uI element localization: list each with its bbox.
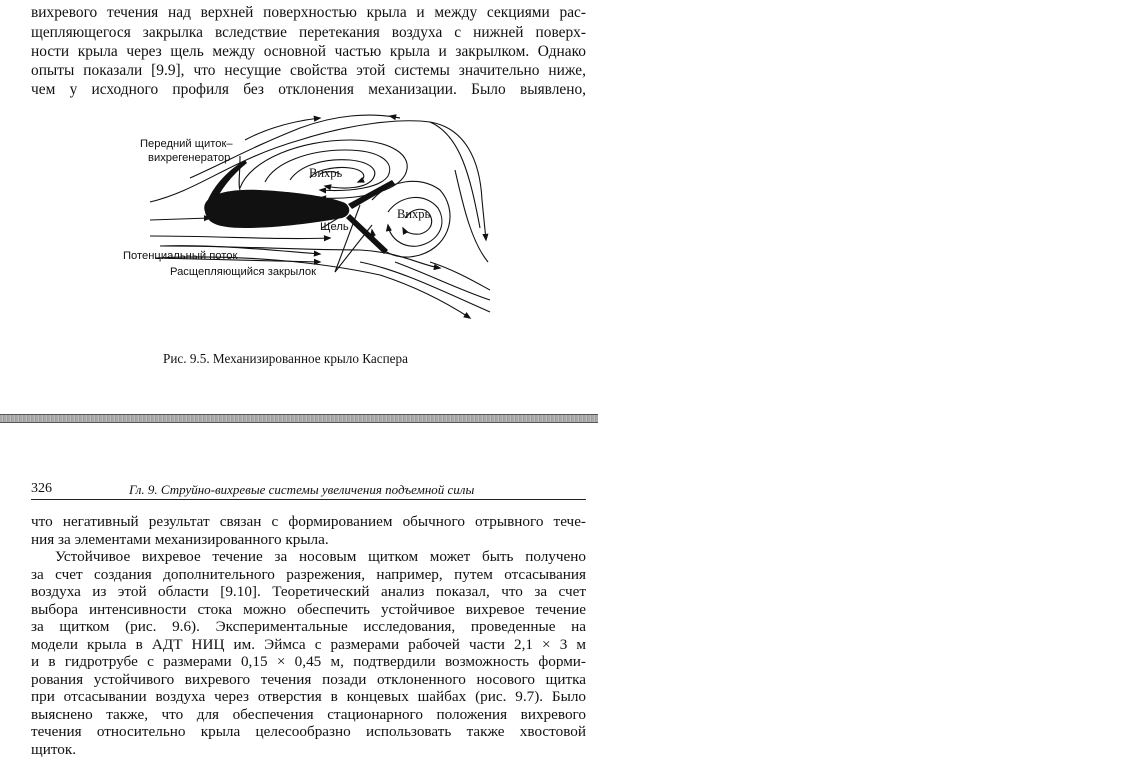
label-split-flap: Расщепляющийся закрылок <box>170 266 316 278</box>
page-number: 326 <box>31 481 52 496</box>
text-line: щиток. <box>31 741 77 758</box>
figure-caption: Рис. 9.5. Механизированное крыло Каспера <box>163 351 408 366</box>
label-vortex-generator: вихрегенератор <box>148 152 231 164</box>
text-line: за щитком (рис. 9.6). Экспериментальные исследования, проведенные на <box>31 618 586 635</box>
streamline <box>150 218 210 220</box>
text-line: и в гидротрубе с размерами 0,15 × 0,45 м, подтвердили возможность форми- <box>31 653 586 670</box>
text-line: выбора интенсивности стока можно обеспечить устойчивое вихревое течение <box>31 601 586 618</box>
figure-kasper-wing <box>0 0 600 345</box>
label-vortex-upper: Вихрь <box>309 166 343 180</box>
text-line: чем у исходного профиля без отклонения механизации. Было выявлено, <box>31 81 586 98</box>
text-line: Устойчивое вихревое течение за носовым щитком может быть получено <box>55 548 586 565</box>
streamline <box>430 262 490 290</box>
label-vortex-right: Вихрь <box>397 207 431 221</box>
split-flap-upper <box>348 180 395 209</box>
leader-line <box>239 156 240 190</box>
label-front-flap: Передний щиток– <box>140 138 233 150</box>
chapter-title: Гл. 9. Струйно-вихревые системы увеличения подъемной силы <box>129 482 475 497</box>
text-line: что негативный результат связан с формированием обычного отрывного тече- <box>31 513 586 530</box>
text-line: течения относительно крыла целесообразно использовать также хвостовой <box>31 723 586 740</box>
text-line: модели крыла в АДТ НИЦ им. Эймса с размерами рабочей части 2,1 × 3 м <box>31 636 586 653</box>
split-flap-lower <box>346 214 388 254</box>
label-potential-flow: Потенциальный поток <box>123 250 238 262</box>
text-line: воздуха из этой области [9.10]. Теоретический анализ показал, что за счет <box>31 583 586 600</box>
streamline <box>360 262 490 312</box>
label-slot: Щель <box>320 221 349 233</box>
streamline <box>150 236 330 239</box>
streamline <box>245 118 320 140</box>
streamline <box>395 262 490 300</box>
text-line: опыты показали [9.9], что несущие свойства этой системы значительно ниже, <box>31 62 586 79</box>
text-line: за счет создания дополнительного разрежения, например, путем отсасывания <box>31 566 586 583</box>
running-head <box>31 481 586 500</box>
text-line: выяснено также, что для обеспечения стационарного положения вихревого <box>31 706 586 723</box>
text-line: вихревого течения над верхней поверхностью крыла и между секциями рас- <box>31 4 586 21</box>
page-separator <box>0 414 598 423</box>
streamline <box>430 122 480 228</box>
text-line: ности крыла через щель между основной частью крыла и закрылком. Однако <box>31 43 586 60</box>
text-line: рования устойчивого вихревого течения позади отклоненного носового щитка <box>31 671 586 688</box>
text-line: при отсасывании воздуха через отверстия в концевых шайбах (рис. 9.7). Было <box>31 688 586 705</box>
text-line: ния за элементами механизированного крыла. <box>31 531 329 548</box>
text-line: щепляющегося закрылка вследствие перетекания воздуха с нижней поверх- <box>31 24 586 41</box>
